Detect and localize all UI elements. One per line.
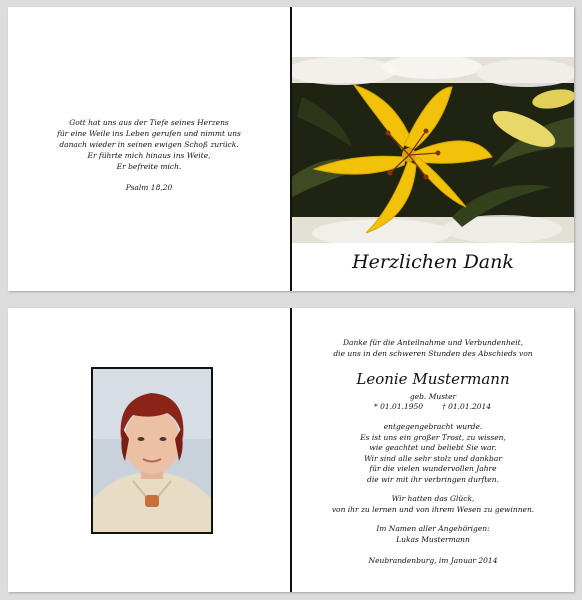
place-date: Neubrandenburg, im Januar 2014 [368,556,498,565]
lily-image [292,57,574,243]
intro-line: Danke für die Anteilnahme und Verbundenheit, [342,338,524,347]
body-line: entgegengebracht wurde. [383,422,483,431]
psalm-line: danach wieder in seinen ewigen Schoß zurück. [59,140,239,149]
psalm-line: Er befreite mich. [116,162,182,171]
text-panel [292,308,574,592]
inside-card [8,308,574,592]
psalm-verse [8,117,290,193]
body-line: Es ist uns ein großer Trost, zu wissen, [360,432,506,442]
family-text [292,524,574,545]
inside-left-panel [8,7,290,291]
cover-panel [292,7,574,291]
family-line: Im Namen aller Angehörigen: [376,524,490,533]
psalm-reference: Psalm 18,20 [125,183,173,192]
deceased-name: Leonie Mustermann [356,370,510,388]
luck-line: Wir hatten das Glück, [391,494,475,503]
psalm-line: Gott hat uns aus der Tiefe seines Herzens [69,118,229,127]
family-line: Lukas Mustermann [396,534,470,544]
body-line: für die vielen wundervollen Jahre [369,464,497,473]
luck-text [292,494,574,515]
body-text [292,422,574,485]
birth-name: geb. Muster [409,392,457,401]
psalm-line: für eine Weile ins Leben gerufen und nimmt uns [57,129,241,138]
body-line: die wir mit ihr verbringen durften. [367,474,499,484]
body-line: wie geachtet und beliebt Sie war. [369,443,497,452]
birth-date: * 01.01.1950 [374,402,424,411]
intro-line: die uns in den schweren Stunden des Abschieds von [333,348,533,358]
portrait-image [93,369,211,532]
intro-text [292,338,574,359]
portrait-photo [91,367,213,534]
portrait-panel [8,308,290,592]
luck-line: von ihr zu lernen und von ihrem Wesen zu gewinnen. [331,504,535,514]
death-date: † 01.01.2014 [442,402,492,411]
front-card [8,7,574,291]
body-line: Wir sind alle sehr stolz und dankbar [364,453,502,463]
card-title: Herzlichen Dank [352,251,514,273]
lily-photo [292,57,574,243]
psalm-line: Er führte mich hinaus ins Weite, [87,151,211,160]
